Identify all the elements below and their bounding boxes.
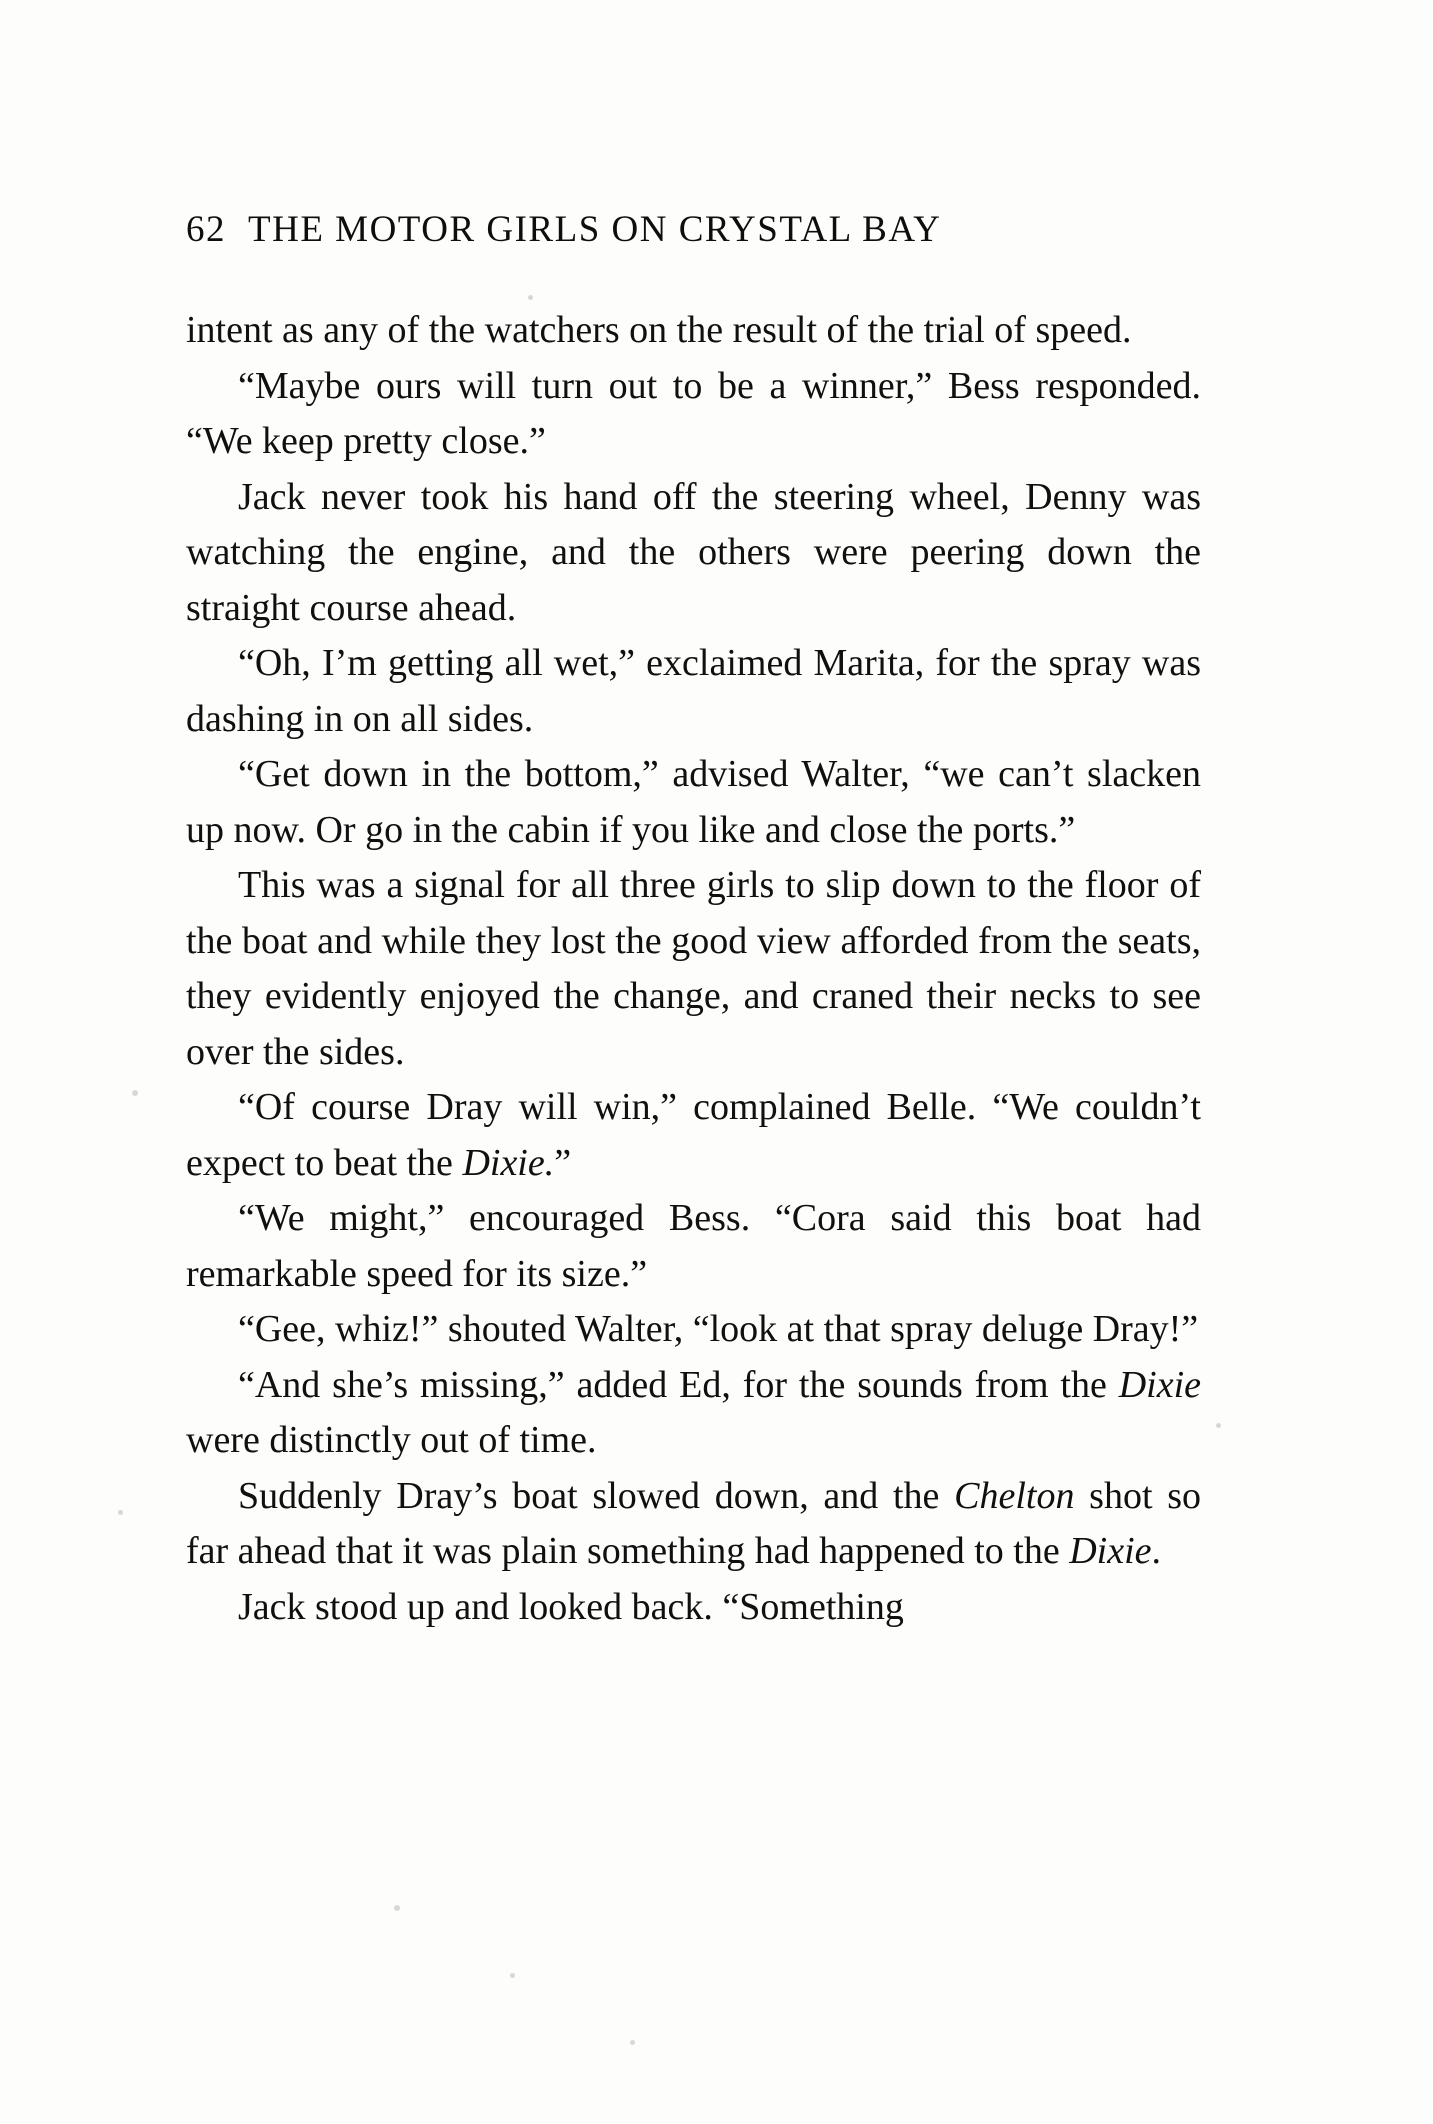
italic-title: Dixie. xyxy=(462,1141,555,1184)
paragraph: “Oh, I’m getting all wet,” exclaimed Marita, for the spray was dashing in on all sides. xyxy=(186,642,1201,740)
paragraph: Suddenly Dray’s boat slowed down, and the Chelton shot so far ahead that it was plain something had happened to the Dixie. xyxy=(186,1474,1201,1572)
paragraph: “And she’s missing,” added Ed, for the sounds from the Dixie were distinctly out of time. xyxy=(186,1363,1201,1461)
italic-title: Dixie xyxy=(1118,1363,1201,1406)
print-speck xyxy=(1216,1423,1221,1428)
paragraph: “Maybe ours will turn out to be a winner,” Bess responded. “We keep pretty close.” xyxy=(186,364,1201,462)
paragraph: Jack stood up and looked back. “Something xyxy=(238,1585,904,1628)
paragraph: “Gee, whiz!” shouted Walter, “look at that spray deluge Dray!” xyxy=(238,1308,1199,1350)
paragraph: “Get down in the bottom,” advised Walter, “we can’t slacken up now. Or go in the cabin if you like and close the ports.” xyxy=(186,753,1201,851)
body-text xyxy=(186,303,1201,1635)
paragraph: This was a signal for all three girls to slip down to the floor of the boat and while they lost the good view afforded from the seats, they evidently enjoyed the change, and craned their necks to see over the sides. xyxy=(186,864,1201,1073)
print-speck xyxy=(394,1905,400,1911)
print-speck xyxy=(630,2040,635,2045)
running-head-title: THE MOTOR GIRLS ON CRYSTAL BAY xyxy=(248,209,942,250)
page-content xyxy=(186,208,1201,1635)
print-speck xyxy=(132,1090,138,1096)
italic-title: Dixie xyxy=(1069,1530,1152,1572)
paragraph: Jack never took his hand off the steering wheel, Denny was watching the engine, and the others were peering down the straight course ahead. xyxy=(186,475,1201,629)
running-head xyxy=(186,208,1201,251)
print-speck xyxy=(510,1973,515,1978)
paragraph: intent as any of the watchers on the result of the trial of speed. xyxy=(186,309,1132,351)
paragraph: “Of course Dray will win,” complained Belle. “We couldn’t expect to beat the Dixie.” xyxy=(186,1086,1201,1184)
print-speck xyxy=(118,1510,123,1515)
paragraph: “We might,” encouraged Bess. “Cora said this boat had remarkable speed for its size.” xyxy=(186,1197,1201,1295)
page-number: 62 xyxy=(186,209,226,250)
italic-title: Chelton xyxy=(954,1474,1075,1517)
